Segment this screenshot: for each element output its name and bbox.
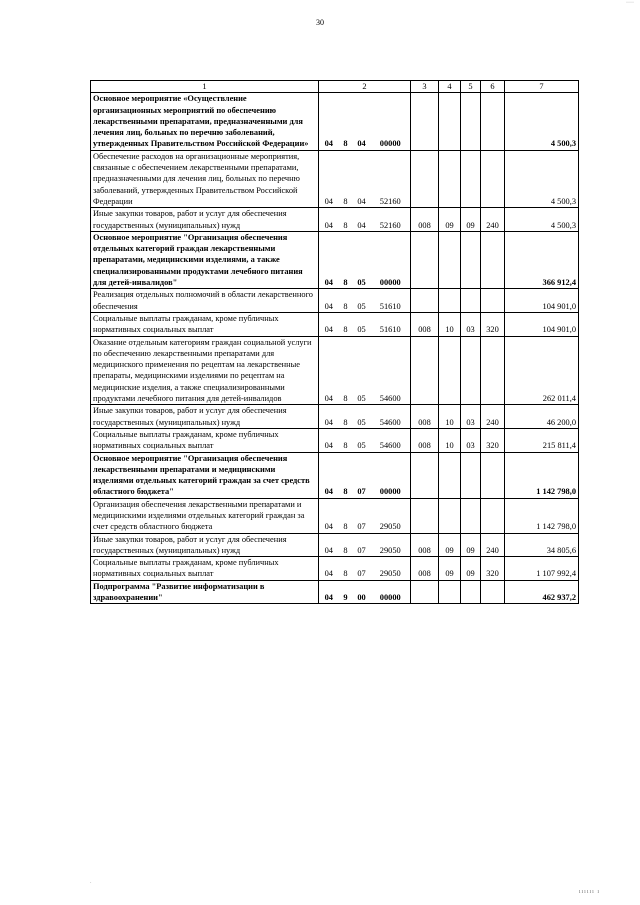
code-program: 04 — [319, 557, 339, 581]
amount: 4 500,3 — [505, 208, 579, 232]
code-direction: 51610 — [371, 289, 411, 313]
code-program: 04 — [319, 336, 339, 405]
admin-code: 008 — [411, 428, 439, 452]
code-subprogram: 8 — [339, 428, 353, 452]
expense-type-code — [481, 289, 505, 313]
subsection-code: 09 — [461, 533, 481, 557]
section-code — [439, 452, 461, 498]
table-row — [91, 580, 579, 604]
row-name: Иные закупки товаров, работ и услуг для обеспечения государственных (муниципальных) нужд — [91, 533, 319, 557]
code-subprogram: 8 — [339, 231, 353, 288]
subsection-code: 03 — [461, 428, 481, 452]
expense-type-code: 240 — [481, 208, 505, 232]
code-subprogram: 8 — [339, 498, 353, 533]
amount: 46 200,0 — [505, 405, 579, 429]
subsection-code — [461, 150, 481, 207]
row-name: Социальные выплаты гражданам, кроме публичных нормативных социальных выплат — [91, 557, 319, 581]
code-direction: 54600 — [371, 336, 411, 405]
code-direction: 52160 — [371, 208, 411, 232]
code-direction: 54600 — [371, 405, 411, 429]
table-row — [91, 231, 579, 288]
code-event: 07 — [353, 533, 371, 557]
page-number: 30 — [316, 18, 324, 27]
row-name: Организация обеспечения лекарственными препаратами и медицинскими изделиями отдельных категорий граждан за счет средств областного бюджета — [91, 498, 319, 533]
subsection-code — [461, 93, 481, 150]
code-subprogram: 8 — [339, 557, 353, 581]
amount: 262 011,4 — [505, 336, 579, 405]
code-event: 05 — [353, 428, 371, 452]
table-row — [91, 405, 579, 429]
corner-scan-mark: ···· — [626, 0, 634, 6]
code-event: 05 — [353, 405, 371, 429]
section-code — [439, 93, 461, 150]
section-code: 10 — [439, 405, 461, 429]
code-program: 04 — [319, 405, 339, 429]
code-subprogram: 9 — [339, 580, 353, 604]
code-program: 04 — [319, 533, 339, 557]
code-program: 04 — [319, 428, 339, 452]
amount: 1 142 798,0 — [505, 498, 579, 533]
amount: 4 500,3 — [505, 150, 579, 207]
subsection-code — [461, 231, 481, 288]
amount: 366 912,4 — [505, 231, 579, 288]
header-col-3: 3 — [411, 81, 439, 93]
footer-dot: . — [90, 879, 92, 885]
expense-type-code: 240 — [481, 533, 505, 557]
code-event: 04 — [353, 150, 371, 207]
code-event: 05 — [353, 336, 371, 405]
table-row — [91, 557, 579, 581]
code-program: 04 — [319, 498, 339, 533]
code-event: 07 — [353, 452, 371, 498]
expense-type-code: 240 — [481, 405, 505, 429]
row-name: Основное мероприятие "Организация обеспечения лекарственными препаратами и медицинскими изделиями отдельных категорий граждан за счет средств областного бюджета" — [91, 452, 319, 498]
code-program: 04 — [319, 312, 339, 336]
code-subprogram: 8 — [339, 533, 353, 557]
header-col-4: 4 — [439, 81, 461, 93]
code-event: 05 — [353, 312, 371, 336]
section-code — [439, 289, 461, 313]
code-program: 04 — [319, 208, 339, 232]
code-program: 04 — [319, 150, 339, 207]
subsection-code: 03 — [461, 405, 481, 429]
header-col-1: 1 — [91, 81, 319, 93]
header-col-2: 2 — [319, 81, 411, 93]
row-name: Основное мероприятие "Организация обеспечения отдельных категорий граждан лекарственными препаратами, медицинскими изделиями, а также специализированными продуктами лечебного питания для детей-инвалидов" — [91, 231, 319, 288]
code-direction: 00000 — [371, 93, 411, 150]
code-direction: 29050 — [371, 498, 411, 533]
admin-code — [411, 452, 439, 498]
row-name: Обеспечение расходов на организационные мероприятия, связанные с обеспечением лекарственными препаратами, предназначенными для лечения лиц, больных по перечню заболеваний, утвержденных Правительством Российской Федерации — [91, 150, 319, 207]
code-event: 07 — [353, 557, 371, 581]
admin-code: 008 — [411, 533, 439, 557]
code-event: 05 — [353, 231, 371, 288]
table-row — [91, 208, 579, 232]
code-subprogram: 8 — [339, 208, 353, 232]
subsection-code — [461, 336, 481, 405]
code-program: 04 — [319, 452, 339, 498]
code-subprogram: 8 — [339, 93, 353, 150]
subsection-code — [461, 580, 481, 604]
admin-code — [411, 289, 439, 313]
row-name: Оказание отдельным категориям граждан социальной услуги по обеспечению лекарственными препаратами для медицинского применения по рецептам на лекарственные препараты, медицинскими изделиями по рецептам на медицинские изделия, а также специализированными продуктами лечебного питания для детей-инвалидов — [91, 336, 319, 405]
section-code: 09 — [439, 557, 461, 581]
code-program: 04 — [319, 580, 339, 604]
table-row — [91, 533, 579, 557]
admin-code — [411, 93, 439, 150]
header-col-5: 5 — [461, 81, 481, 93]
code-subprogram: 8 — [339, 452, 353, 498]
row-name: Социальные выплаты гражданам, кроме публичных нормативных социальных выплат — [91, 428, 319, 452]
admin-code — [411, 580, 439, 604]
subsection-code: 09 — [461, 208, 481, 232]
amount: 462 937,2 — [505, 580, 579, 604]
table-row — [91, 93, 579, 150]
row-name: Реализация отдельных полномочий в области лекарственного обеспечения — [91, 289, 319, 313]
expense-type-code — [481, 93, 505, 150]
amount: 104 901,0 — [505, 289, 579, 313]
admin-code: 008 — [411, 208, 439, 232]
table-row — [91, 498, 579, 533]
code-direction: 54600 — [371, 428, 411, 452]
section-code — [439, 580, 461, 604]
expense-type-code: 320 — [481, 428, 505, 452]
section-code: 10 — [439, 312, 461, 336]
row-name: Иные закупки товаров, работ и услуг для обеспечения государственных (муниципальных) нужд — [91, 405, 319, 429]
amount: 4 500,3 — [505, 93, 579, 150]
section-code: 09 — [439, 533, 461, 557]
table-row — [91, 289, 579, 313]
footer-scan-mark: ıııııı ı — [578, 889, 600, 895]
section-code — [439, 336, 461, 405]
section-code — [439, 498, 461, 533]
code-event: 07 — [353, 498, 371, 533]
subsection-code: 03 — [461, 312, 481, 336]
code-direction: 00000 — [371, 580, 411, 604]
amount: 34 805,6 — [505, 533, 579, 557]
expense-type-code — [481, 150, 505, 207]
code-event: 00 — [353, 580, 371, 604]
admin-code — [411, 336, 439, 405]
table-row — [91, 312, 579, 336]
row-name: Подпрограмма "Развитие информатизации в здравоохранении" — [91, 580, 319, 604]
section-code: 09 — [439, 208, 461, 232]
admin-code: 008 — [411, 312, 439, 336]
code-direction: 52160 — [371, 150, 411, 207]
amount: 1 107 992,4 — [505, 557, 579, 581]
table-row — [91, 428, 579, 452]
code-subprogram: 8 — [339, 312, 353, 336]
expense-type-code — [481, 452, 505, 498]
code-direction: 29050 — [371, 557, 411, 581]
expense-type-code — [481, 580, 505, 604]
table-row — [91, 150, 579, 207]
row-name: Социальные выплаты гражданам, кроме публичных нормативных социальных выплат — [91, 312, 319, 336]
code-event: 04 — [353, 208, 371, 232]
code-direction: 00000 — [371, 231, 411, 288]
code-subprogram: 8 — [339, 336, 353, 405]
admin-code — [411, 150, 439, 207]
expense-type-code — [481, 498, 505, 533]
code-event: 05 — [353, 289, 371, 313]
table-row — [91, 452, 579, 498]
subsection-code — [461, 289, 481, 313]
header-col-6: 6 — [481, 81, 505, 93]
expense-type-code — [481, 336, 505, 405]
code-direction: 00000 — [371, 452, 411, 498]
section-code: 10 — [439, 428, 461, 452]
admin-code: 008 — [411, 557, 439, 581]
code-program: 04 — [319, 93, 339, 150]
code-subprogram: 8 — [339, 405, 353, 429]
code-direction: 29050 — [371, 533, 411, 557]
subsection-code — [461, 498, 481, 533]
row-name: Иные закупки товаров, работ и услуг для обеспечения государственных (муниципальных) нужд — [91, 208, 319, 232]
subsection-code — [461, 452, 481, 498]
subsection-code: 09 — [461, 557, 481, 581]
code-program: 04 — [319, 231, 339, 288]
header-col-7: 7 — [505, 81, 579, 93]
section-code — [439, 231, 461, 288]
code-subprogram: 8 — [339, 289, 353, 313]
budget-table — [90, 80, 579, 604]
amount: 104 901,0 — [505, 312, 579, 336]
admin-code — [411, 231, 439, 288]
row-name: Основное мероприятие «Осуществление организационных мероприятий по обеспечению лекарственными препаратами, предназначенными для лечения лиц, больных по перечню заболеваний, утвержденных Правительством Российской Федерации» — [91, 93, 319, 150]
table-header-row — [91, 81, 579, 93]
code-program: 04 — [319, 289, 339, 313]
section-code — [439, 150, 461, 207]
admin-code: 008 — [411, 405, 439, 429]
code-direction: 51610 — [371, 312, 411, 336]
expense-type-code — [481, 231, 505, 288]
table-row — [91, 336, 579, 405]
code-subprogram: 8 — [339, 150, 353, 207]
admin-code — [411, 498, 439, 533]
amount: 215 811,4 — [505, 428, 579, 452]
code-event: 04 — [353, 93, 371, 150]
amount: 1 142 798,0 — [505, 452, 579, 498]
expense-type-code: 320 — [481, 312, 505, 336]
table-body — [91, 93, 579, 604]
expense-type-code: 320 — [481, 557, 505, 581]
